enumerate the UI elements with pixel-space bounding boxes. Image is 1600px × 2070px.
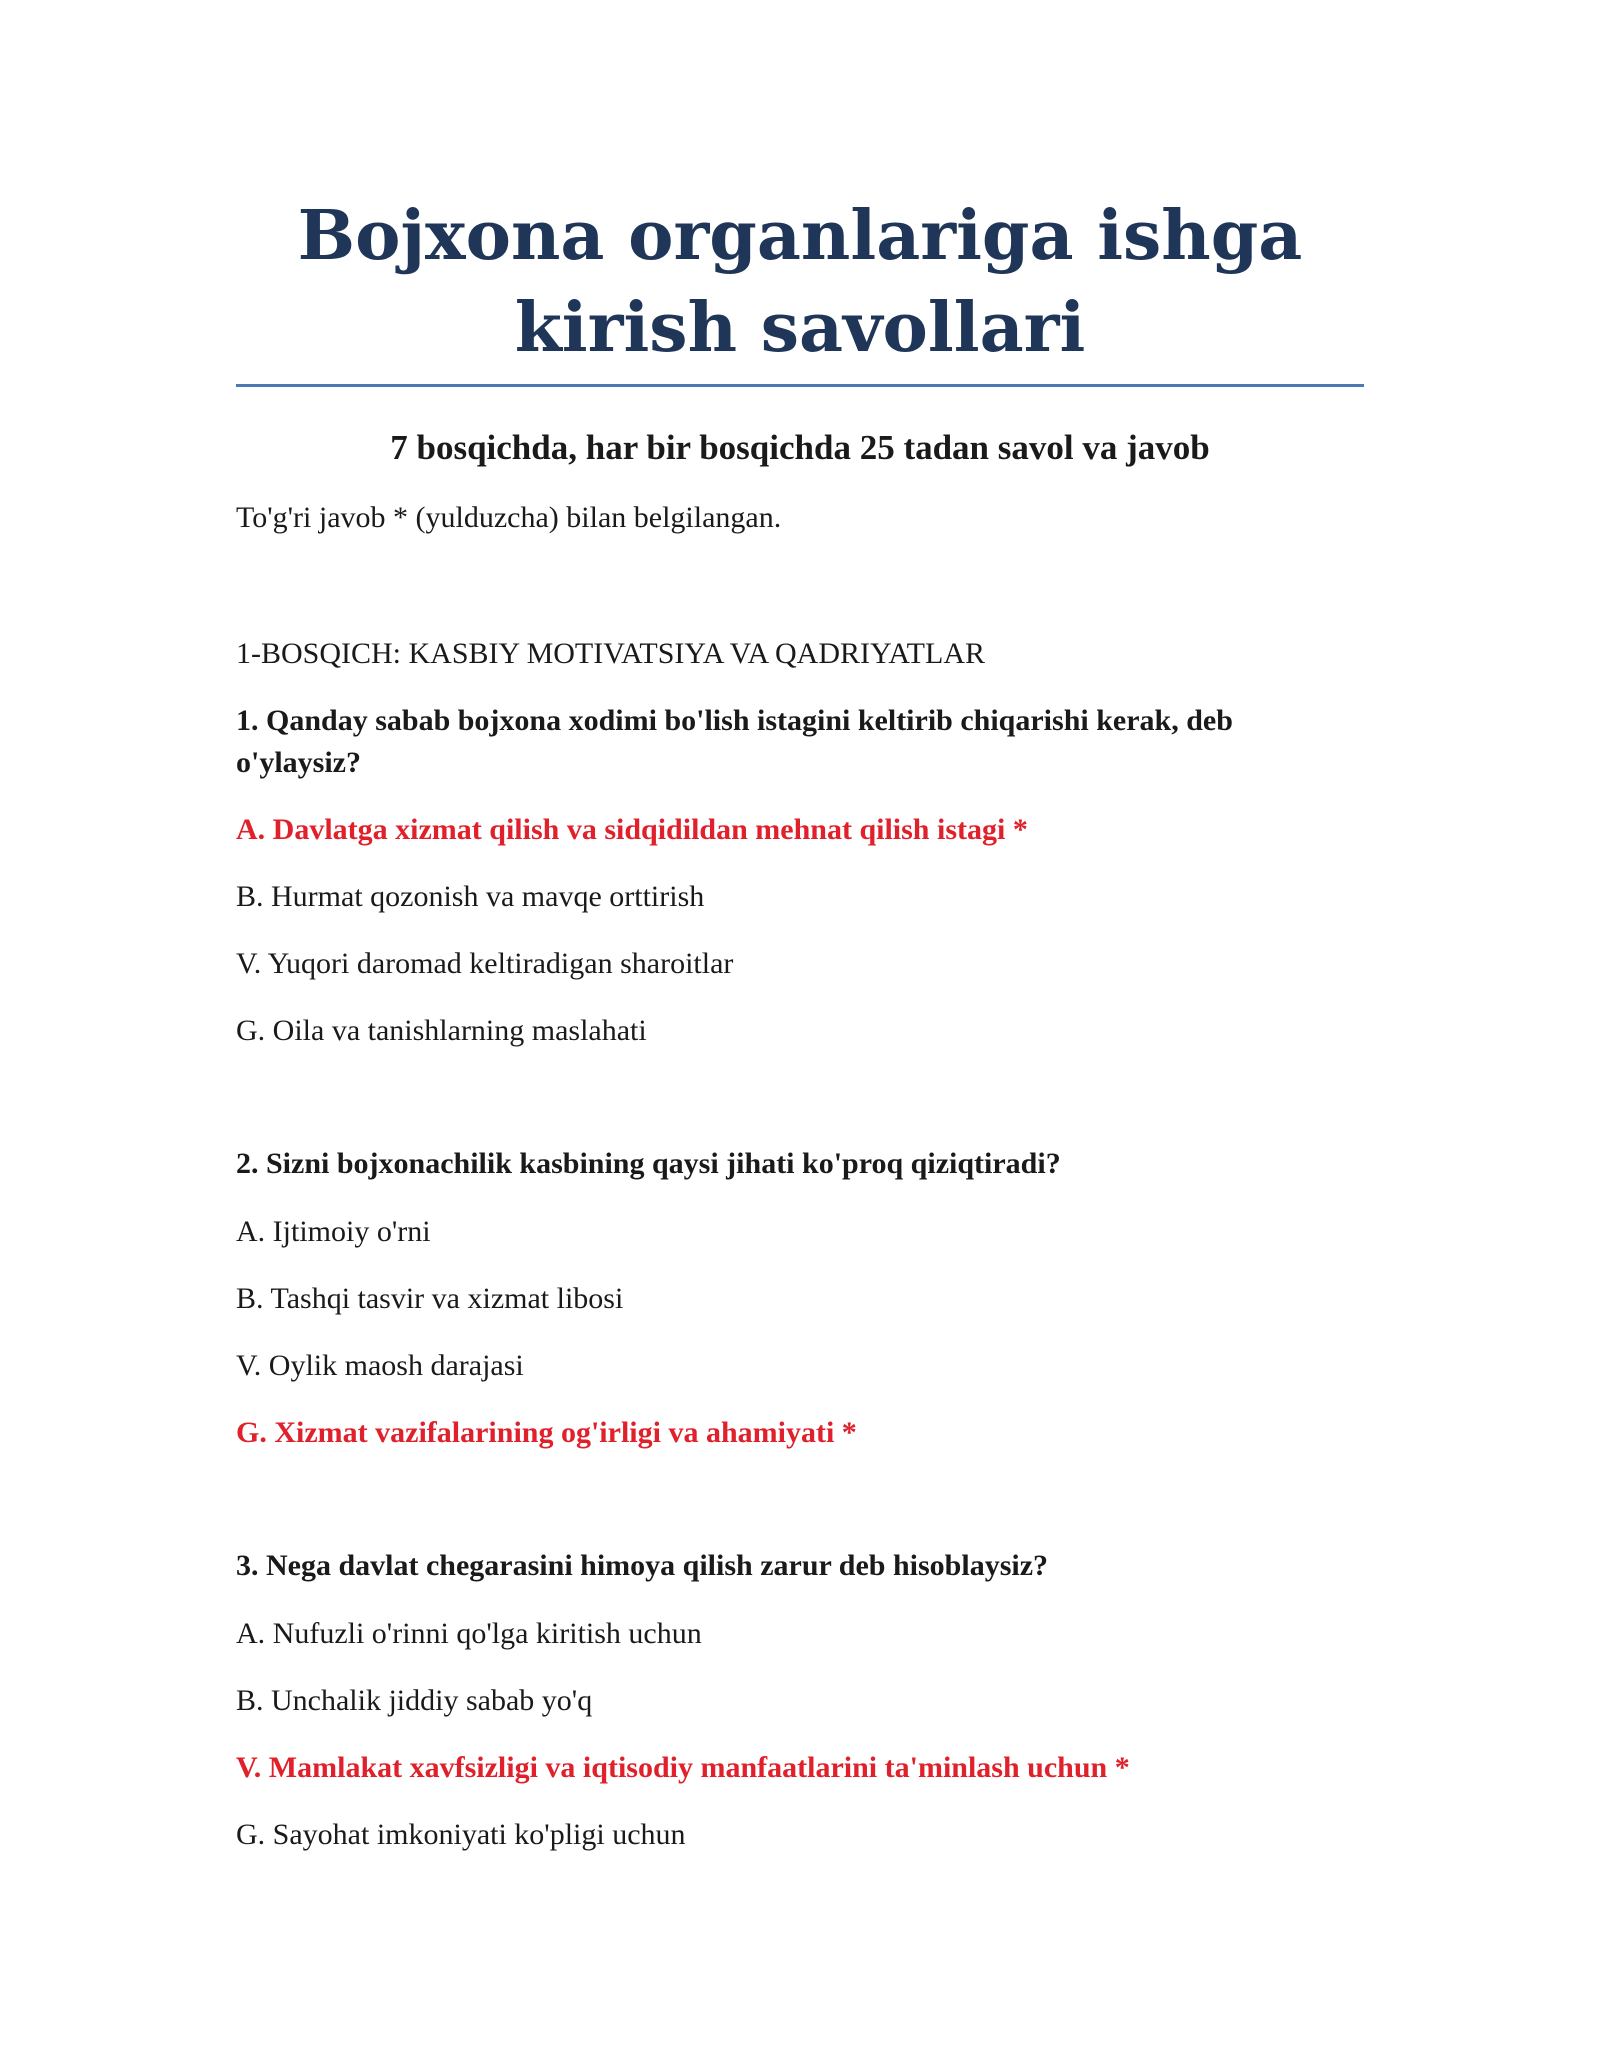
question-2-option-b: B. Tashqi tasvir va xizmat libosi [236, 1282, 624, 1315]
question-3-option-b: B. Unchalik jiddiy sabab yo'q [236, 1684, 593, 1717]
page-title-line-2: kirish savollari [514, 288, 1086, 368]
question-3: 3. Nega davlat chegarasini himoya qilish zarur deb hisoblaysiz? [236, 1549, 1049, 1582]
question-3-option-v: V. Mamlakat xavfsizligi va iqtisodiy manfaatlarini ta'minlash uchun * [236, 1751, 1130, 1784]
question-2-option-g: G. Xizmat vazifalarining og'irligi va ahamiyati * [236, 1416, 857, 1449]
subtitle: 7 bosqichda, har bir bosqichda 25 tadan savol va javob [390, 428, 1210, 467]
question-1-option-b: B. Hurmat qozonish va mavqe orttirish [236, 880, 705, 913]
question-3-option-a: A. Nufuzli o'rinni qo'lga kiritish uchun [236, 1617, 702, 1650]
question-2: 2. Sizni bojxonachilik kasbining qaysi jihati ko'proq qiziqtiradi? [236, 1147, 1061, 1180]
question-1-option-g: G. Oila va tanishlarning maslahati [236, 1014, 647, 1047]
question-1: 1. Qanday sabab bojxona xodimi bo'lish istagini keltirib chiqarishi kerak, deb o'ylaysiz? [236, 704, 1233, 779]
section-heading: 1-BOSQICH: KASBIY MOTIVATSIYA VA QADRIYATLAR [236, 637, 985, 670]
question-1-option-v: V. Yuqori daromad keltiradigan sharoitlar [236, 947, 734, 980]
question-2-option-a: A. Ijtimoiy o'rni [236, 1215, 431, 1248]
title-divider [236, 384, 1364, 387]
page-title-line-1: Bojxona organlariga ishga [297, 196, 1303, 276]
page-title [236, 190, 1364, 374]
answer-note: To'g'ri javob * (yulduzcha) bilan belgilangan. [236, 501, 782, 534]
question-3-option-g: G. Sayohat imkoniyati ko'pligi uchun [236, 1818, 686, 1851]
question-1-option-a: A. Davlatga xizmat qilish va sidqidildan mehnat qilish istagi * [236, 813, 1028, 846]
question-2-option-v: V. Oylik maosh darajasi [236, 1349, 524, 1382]
